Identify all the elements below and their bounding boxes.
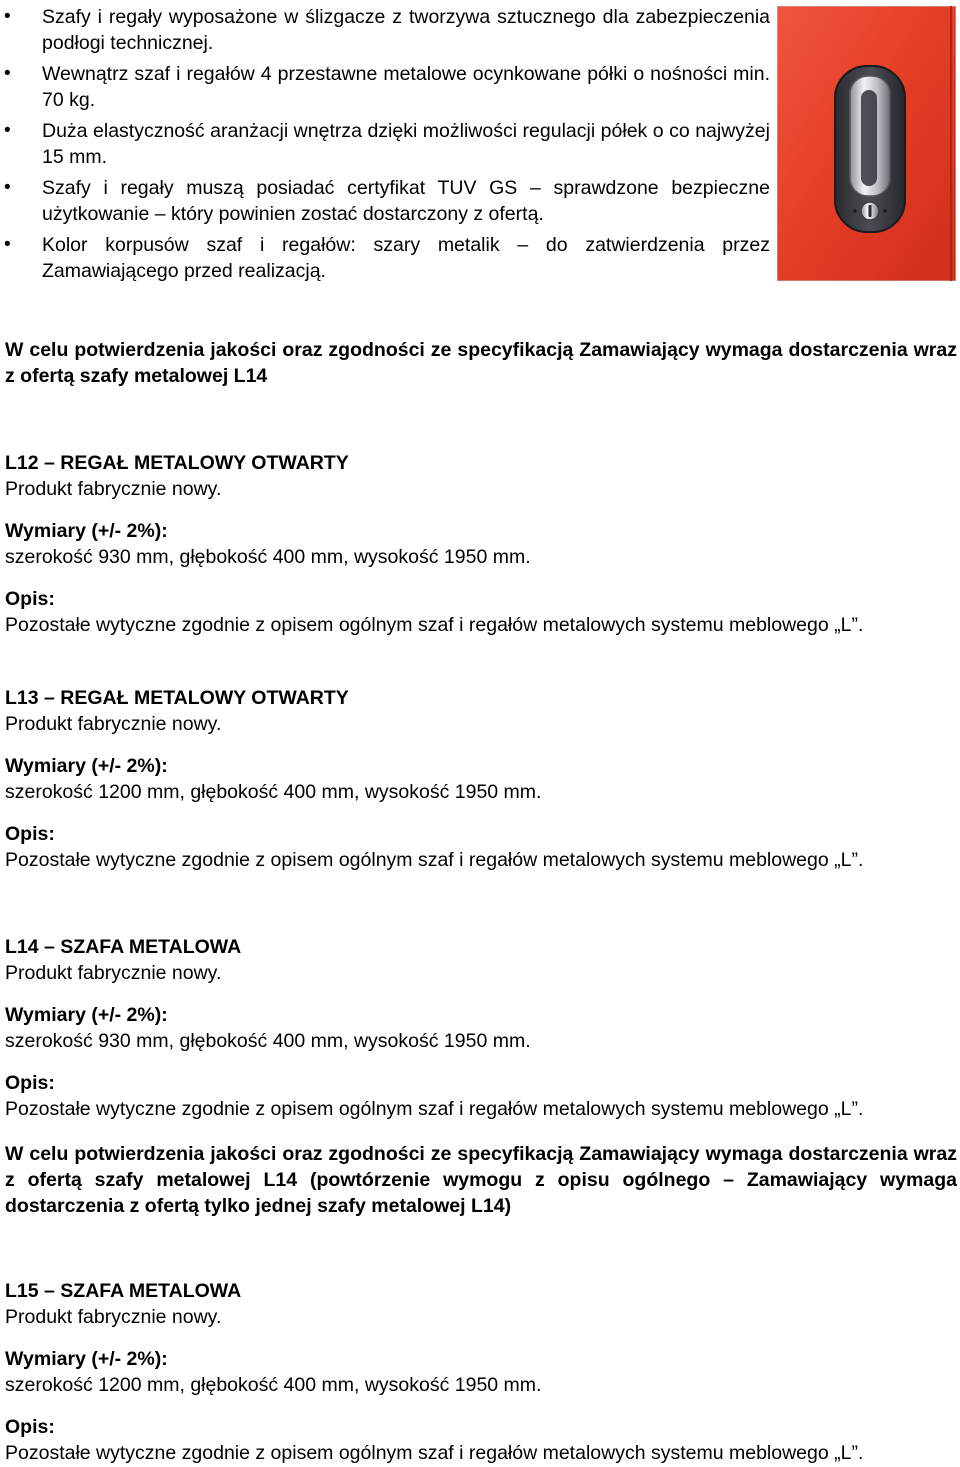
bullet-item: • Wewnątrz szaf i regałów 4 przestawne metalowe ocynkowane półki o nośności min. 70 kg.	[0, 61, 770, 113]
description-label: Opis:	[5, 1072, 55, 1094]
quality-note-text: W celu potwierdzenia jakości oraz zgodności ze specyfikacją Zamawiający wymaga dostarczenia wraz z ofertą szafy metalowej L14 (powtórzenie wymogu z opisu ogólnego – Zamawiający wymaga dostarczenia z ofertą tylko jednej szafy metalowej L14)	[5, 1143, 957, 1217]
description-value: Pozostałe wytyczne zgodnie z opisem ogólnym szaf i regałów metalowych systemu meblowego „L”.	[5, 614, 864, 636]
dimensions-value: szerokość 930 mm, głębokość 400 mm, wysokość 1950 mm.	[5, 1030, 531, 1052]
bullet-item: • Szafy i regały wyposażone w ślizgacze z tworzywa sztucznego dla zabezpieczenia podłogi technicznej.	[0, 4, 770, 56]
item-heading: L15 – SZAFA METALOWA	[5, 1280, 242, 1302]
quality-note-1	[5, 337, 957, 389]
item-l12	[5, 450, 957, 638]
description-label: Opis:	[5, 588, 55, 610]
quality-note-2	[5, 1141, 957, 1219]
dimensions-label: Wymiary (+/- 2%):	[5, 1004, 168, 1026]
item-status: Produkt fabrycznie nowy.	[5, 962, 222, 984]
dimensions-value: szerokość 1200 mm, głębokość 400 mm, wysokość 1950 mm.	[5, 781, 542, 803]
item-l15	[5, 1278, 957, 1466]
dimensions-label: Wymiary (+/- 2%):	[5, 1348, 168, 1370]
description-value: Pozostałe wytyczne zgodnie z opisem ogólnym szaf i regałów metalowych systemu meblowego „L”.	[5, 1442, 864, 1464]
description-value: Pozostałe wytyczne zgodnie z opisem ogólnym szaf i regałów metalowych systemu meblowego „L”.	[5, 849, 864, 871]
item-l13	[5, 685, 957, 873]
item-status: Produkt fabrycznie nowy.	[5, 478, 222, 500]
item-status: Produkt fabrycznie nowy.	[5, 1306, 222, 1328]
dimensions-label: Wymiary (+/- 2%):	[5, 755, 168, 777]
item-l14	[5, 934, 957, 1122]
item-heading: L12 – REGAŁ METALOWY OTWARTY	[5, 452, 349, 474]
dimensions-value: szerokość 1200 mm, głębokość 400 mm, wysokość 1950 mm.	[5, 1374, 542, 1396]
locker-handle-photo	[777, 6, 956, 281]
item-heading: L14 – SZAFA METALOWA	[5, 936, 242, 958]
description-label: Opis:	[5, 823, 55, 845]
dimensions-label: Wymiary (+/- 2%):	[5, 520, 168, 542]
item-status: Produkt fabrycznie nowy.	[5, 713, 222, 735]
dimensions-value: szerokość 930 mm, głębokość 400 mm, wysokość 1950 mm.	[5, 546, 531, 568]
description-label: Opis:	[5, 1416, 55, 1438]
requirements-list	[0, 4, 770, 289]
bullet-item: • Kolor korpusów szaf i regałów: szary metalik – do zatwierdzenia przez Zamawiającego przed realizacją.	[0, 232, 770, 284]
item-heading: L13 – REGAŁ METALOWY OTWARTY	[5, 687, 349, 709]
quality-note-text: W celu potwierdzenia jakości oraz zgodności ze specyfikacją Zamawiający wymaga dostarczenia wraz z ofertą szafy metalowej L14	[5, 339, 957, 387]
bullet-item: • Duża elastyczność aranżacji wnętrza dzięki możliwości regulacji półek o co najwyżej 15 mm.	[0, 118, 770, 170]
bullet-item: • Szafy i regały muszą posiadać certyfikat TUV GS – sprawdzone bezpieczne użytkowanie – który powinien zostać dostarczony z ofertą.	[0, 175, 770, 227]
description-value: Pozostałe wytyczne zgodnie z opisem ogólnym szaf i regałów metalowych systemu meblowego „L”.	[5, 1098, 864, 1120]
